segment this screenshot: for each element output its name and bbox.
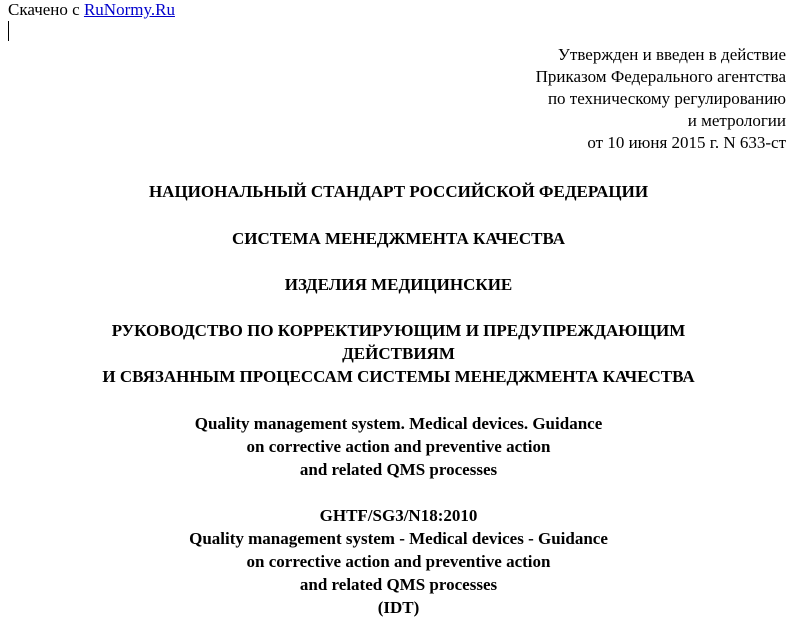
devices-title-text: ИЗДЕЛИЯ МЕДИЦИНСКИЕ: [284, 275, 513, 294]
standard-title: [0, 180, 790, 203]
source-line: [8, 0, 175, 20]
ghtf-title-line: (IDT): [377, 598, 420, 617]
ghtf-title-line: GHTF/SG3/N18:2010: [319, 506, 478, 525]
ghtf-title-line: Quality management system - Medical devices - Guidance: [189, 529, 608, 548]
approval-line: Утвержден и введен в действие: [557, 45, 786, 64]
english-title: [0, 412, 790, 481]
source-prefix: Скачено с: [8, 0, 84, 19]
approval-line: и метрологии: [687, 111, 786, 130]
approval-line: от 10 июня 2015 г. N 633-ст: [587, 133, 786, 152]
guide-title: [0, 319, 790, 388]
english-title-line: and related QMS processes: [299, 460, 498, 479]
ghtf-title-line: on corrective action and preventive action: [246, 552, 551, 571]
guide-title-line: И СВЯЗАННЫМ ПРОЦЕССАМ СИСТЕМЫ МЕНЕДЖМЕНТА КАЧЕСТВА: [102, 367, 695, 386]
system-title: [0, 227, 790, 250]
system-title-text: СИСТЕМА МЕНЕДЖМЕНТА КАЧЕСТВА: [231, 229, 566, 248]
ghtf-title: [0, 504, 790, 619]
source-link[interactable]: RuNormy.Ru: [83, 0, 175, 19]
approval-line: по техническому регулированию: [547, 89, 786, 108]
approval-block: [536, 44, 786, 154]
devices-title: [0, 273, 790, 296]
guide-title-line: РУКОВОДСТВО ПО КОРРЕКТИРУЮЩИМ И ПРЕДУПРЕЖДАЮЩИМ: [111, 321, 686, 340]
english-title-line: on corrective action and preventive action: [246, 437, 551, 456]
ghtf-title-line: and related QMS processes: [299, 575, 498, 594]
text-cursor: [8, 21, 9, 41]
approval-line: Приказом Федерального агентства: [535, 67, 786, 86]
guide-title-line: ДЕЙСТВИЯМ: [342, 344, 455, 363]
standard-title-text: НАЦИОНАЛЬНЫЙ СТАНДАРТ РОССИЙСКОЙ ФЕДЕРАЦИИ: [148, 182, 649, 201]
english-title-line: Quality management system. Medical devices. Guidance: [194, 414, 603, 433]
